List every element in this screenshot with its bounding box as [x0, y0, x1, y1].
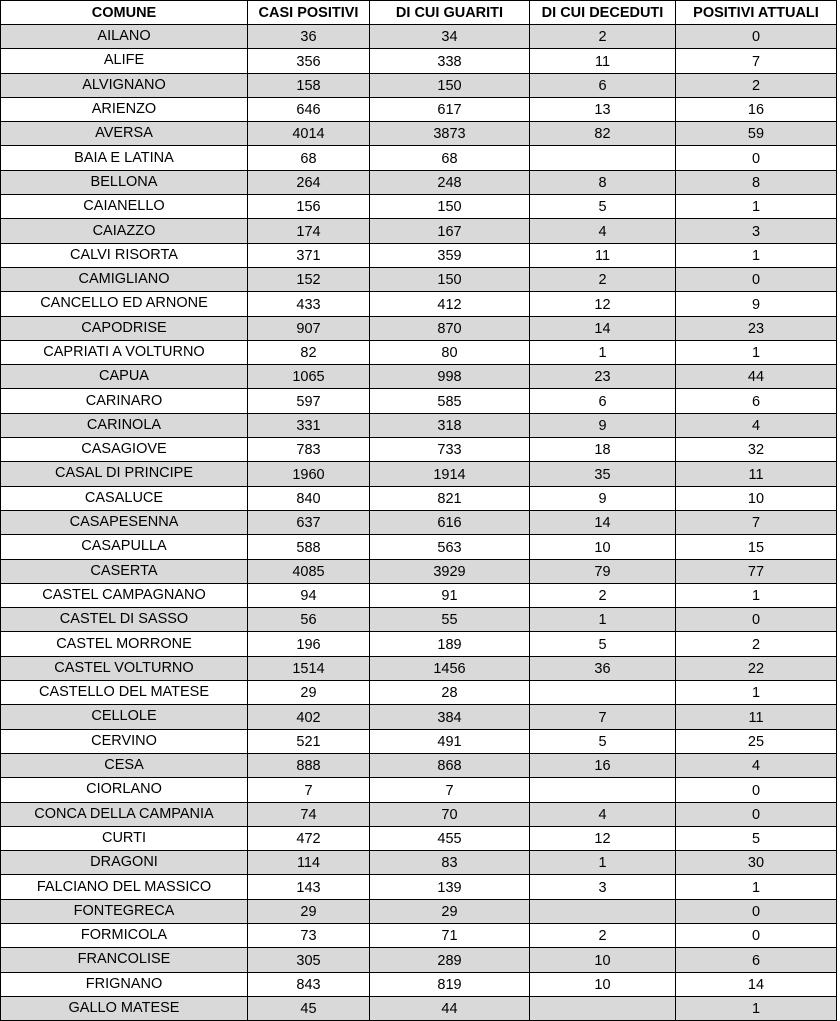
- casi-positivi-cell: 156: [248, 195, 370, 219]
- comune-cell: CARINOLA: [1, 413, 248, 437]
- deceduti-cell: 1: [530, 851, 676, 875]
- comune-cell: CAPODRISE: [1, 316, 248, 340]
- casi-positivi-cell: 264: [248, 170, 370, 194]
- deceduti-cell: 16: [530, 753, 676, 777]
- comune-cell: CAPUA: [1, 365, 248, 389]
- comune-cell: CASAGIOVE: [1, 438, 248, 462]
- table-row: [1, 49, 837, 73]
- table-row: [1, 195, 837, 219]
- comune-cell: CASTEL DI SASSO: [1, 608, 248, 632]
- deceduti-cell: 18: [530, 438, 676, 462]
- deceduti-cell: [530, 778, 676, 802]
- casi-positivi-cell: 114: [248, 851, 370, 875]
- positivi-attuali-cell: 10: [676, 486, 837, 510]
- comune-cell: FALCIANO DEL MASSICO: [1, 875, 248, 899]
- casi-positivi-cell: 637: [248, 510, 370, 534]
- guariti-cell: 617: [370, 97, 530, 121]
- positivi-attuali-cell: 1: [676, 340, 837, 364]
- casi-positivi-cell: 402: [248, 705, 370, 729]
- comune-cell: CASTELLO DEL MATESE: [1, 681, 248, 705]
- guariti-cell: 318: [370, 413, 530, 437]
- casi-positivi-cell: 4085: [248, 559, 370, 583]
- casi-positivi-cell: 45: [248, 996, 370, 1020]
- deceduti-cell: [530, 146, 676, 170]
- header-positivi-attuali: POSITIVI ATTUALI: [676, 1, 837, 25]
- positivi-attuali-cell: 32: [676, 438, 837, 462]
- deceduti-cell: 9: [530, 413, 676, 437]
- table-row: [1, 486, 837, 510]
- guariti-cell: 150: [370, 73, 530, 97]
- casi-positivi-cell: 152: [248, 267, 370, 291]
- guariti-cell: 3873: [370, 122, 530, 146]
- header-casi-positivi: CASI POSITIVI: [248, 1, 370, 25]
- deceduti-cell: [530, 899, 676, 923]
- table-row: [1, 97, 837, 121]
- casi-positivi-cell: 29: [248, 899, 370, 923]
- table-body: [1, 25, 837, 1021]
- comune-cell: CASTEL MORRONE: [1, 632, 248, 656]
- guariti-cell: 139: [370, 875, 530, 899]
- guariti-cell: 338: [370, 49, 530, 73]
- guariti-cell: 870: [370, 316, 530, 340]
- casi-positivi-cell: 843: [248, 972, 370, 996]
- casi-positivi-cell: 331: [248, 413, 370, 437]
- comune-cell: BAIA E LATINA: [1, 146, 248, 170]
- deceduti-cell: 11: [530, 49, 676, 73]
- positivi-attuali-cell: 14: [676, 972, 837, 996]
- comune-cell: CIORLANO: [1, 778, 248, 802]
- comune-cell: BELLONA: [1, 170, 248, 194]
- guariti-cell: 83: [370, 851, 530, 875]
- table-row: [1, 413, 837, 437]
- casi-positivi-cell: 646: [248, 97, 370, 121]
- positivi-attuali-cell: 6: [676, 948, 837, 972]
- comune-cell: FORMICOLA: [1, 923, 248, 947]
- table-row: [1, 535, 837, 559]
- comune-cell: GALLO MATESE: [1, 996, 248, 1020]
- guariti-cell: 189: [370, 632, 530, 656]
- guariti-cell: 29: [370, 899, 530, 923]
- header-di-cui-deceduti: DI CUI DECEDUTI: [530, 1, 676, 25]
- casi-positivi-cell: 1960: [248, 462, 370, 486]
- table-row: [1, 753, 837, 777]
- deceduti-cell: 12: [530, 826, 676, 850]
- positivi-attuali-cell: 11: [676, 705, 837, 729]
- table-row: [1, 73, 837, 97]
- positivi-attuali-cell: 7: [676, 510, 837, 534]
- deceduti-cell: 5: [530, 632, 676, 656]
- guariti-cell: 585: [370, 389, 530, 413]
- table-row: [1, 875, 837, 899]
- casi-positivi-cell: 840: [248, 486, 370, 510]
- positivi-attuali-cell: 0: [676, 25, 837, 49]
- comune-cell: CASERTA: [1, 559, 248, 583]
- deceduti-cell: 4: [530, 802, 676, 826]
- positivi-attuali-cell: 11: [676, 462, 837, 486]
- table-row: [1, 340, 837, 364]
- casi-positivi-cell: 888: [248, 753, 370, 777]
- comune-cell: DRAGONI: [1, 851, 248, 875]
- table-row: [1, 608, 837, 632]
- comune-cell: CESA: [1, 753, 248, 777]
- guariti-cell: 91: [370, 583, 530, 607]
- positivi-attuali-cell: 16: [676, 97, 837, 121]
- casi-positivi-cell: 371: [248, 243, 370, 267]
- deceduti-cell: 2: [530, 583, 676, 607]
- comune-cell: CASAPULLA: [1, 535, 248, 559]
- comune-cell: CASAL DI PRINCIPE: [1, 462, 248, 486]
- deceduti-cell: 5: [530, 729, 676, 753]
- guariti-cell: 412: [370, 292, 530, 316]
- positivi-attuali-cell: 1: [676, 996, 837, 1020]
- positivi-attuali-cell: 1: [676, 681, 837, 705]
- positivi-attuali-cell: 0: [676, 802, 837, 826]
- guariti-cell: 150: [370, 195, 530, 219]
- deceduti-cell: 82: [530, 122, 676, 146]
- table-row: [1, 656, 837, 680]
- guariti-cell: 821: [370, 486, 530, 510]
- table-row: [1, 267, 837, 291]
- casi-positivi-cell: 158: [248, 73, 370, 97]
- casi-positivi-cell: 4014: [248, 122, 370, 146]
- guariti-cell: 491: [370, 729, 530, 753]
- deceduti-cell: 12: [530, 292, 676, 316]
- guariti-cell: 150: [370, 267, 530, 291]
- positivi-attuali-cell: 25: [676, 729, 837, 753]
- table-row: [1, 25, 837, 49]
- guariti-cell: 71: [370, 923, 530, 947]
- casi-positivi-cell: 36: [248, 25, 370, 49]
- table-row: [1, 583, 837, 607]
- comune-cell: CAIAZZO: [1, 219, 248, 243]
- deceduti-cell: 2: [530, 25, 676, 49]
- casi-positivi-cell: 73: [248, 923, 370, 947]
- deceduti-cell: 35: [530, 462, 676, 486]
- deceduti-cell: 1: [530, 608, 676, 632]
- table-row: [1, 559, 837, 583]
- table-row: [1, 389, 837, 413]
- guariti-cell: 998: [370, 365, 530, 389]
- casi-positivi-cell: 94: [248, 583, 370, 607]
- guariti-cell: 1456: [370, 656, 530, 680]
- casi-positivi-cell: 356: [248, 49, 370, 73]
- casi-positivi-cell: 305: [248, 948, 370, 972]
- casi-positivi-cell: 68: [248, 146, 370, 170]
- deceduti-cell: [530, 996, 676, 1020]
- guariti-cell: 28: [370, 681, 530, 705]
- positivi-attuali-cell: 6: [676, 389, 837, 413]
- positivi-attuali-cell: 1: [676, 583, 837, 607]
- deceduti-cell: 2: [530, 923, 676, 947]
- positivi-attuali-cell: 77: [676, 559, 837, 583]
- casi-positivi-cell: 143: [248, 875, 370, 899]
- guariti-cell: 455: [370, 826, 530, 850]
- comune-cell: FRANCOLISE: [1, 948, 248, 972]
- positivi-attuali-cell: 3: [676, 219, 837, 243]
- guariti-cell: 733: [370, 438, 530, 462]
- casi-positivi-cell: 196: [248, 632, 370, 656]
- table-row: [1, 243, 837, 267]
- deceduti-cell: 5: [530, 195, 676, 219]
- deceduti-cell: 10: [530, 948, 676, 972]
- deceduti-cell: 3: [530, 875, 676, 899]
- casi-positivi-cell: 174: [248, 219, 370, 243]
- table-row: [1, 948, 837, 972]
- comune-cell: CAPRIATI A VOLTURNO: [1, 340, 248, 364]
- table-row: [1, 170, 837, 194]
- guariti-cell: 3929: [370, 559, 530, 583]
- header-comune: COMUNE: [1, 1, 248, 25]
- deceduti-cell: 11: [530, 243, 676, 267]
- deceduti-cell: 4: [530, 219, 676, 243]
- header-di-cui-guariti: DI CUI GUARITI: [370, 1, 530, 25]
- comune-cell: ALIFE: [1, 49, 248, 73]
- table-row: [1, 510, 837, 534]
- casi-positivi-cell: 521: [248, 729, 370, 753]
- comune-cell: AILANO: [1, 25, 248, 49]
- casi-positivi-cell: 597: [248, 389, 370, 413]
- deceduti-cell: [530, 681, 676, 705]
- guariti-cell: 1914: [370, 462, 530, 486]
- comune-cell: FRIGNANO: [1, 972, 248, 996]
- casi-positivi-cell: 433: [248, 292, 370, 316]
- table-row: [1, 778, 837, 802]
- positivi-attuali-cell: 5: [676, 826, 837, 850]
- positivi-attuali-cell: 15: [676, 535, 837, 559]
- positivi-attuali-cell: 4: [676, 413, 837, 437]
- deceduti-cell: 1: [530, 340, 676, 364]
- table-row: [1, 899, 837, 923]
- deceduti-cell: 14: [530, 510, 676, 534]
- positivi-attuali-cell: 1: [676, 195, 837, 219]
- comune-cell: CASALUCE: [1, 486, 248, 510]
- comune-cell: FONTEGRECA: [1, 899, 248, 923]
- guariti-cell: 167: [370, 219, 530, 243]
- table-row: [1, 292, 837, 316]
- positivi-attuali-cell: 59: [676, 122, 837, 146]
- positivi-attuali-cell: 0: [676, 923, 837, 947]
- positivi-attuali-cell: 0: [676, 267, 837, 291]
- guariti-cell: 616: [370, 510, 530, 534]
- casi-positivi-cell: 588: [248, 535, 370, 559]
- positivi-attuali-cell: 9: [676, 292, 837, 316]
- table-row: [1, 219, 837, 243]
- guariti-cell: 34: [370, 25, 530, 49]
- guariti-cell: 868: [370, 753, 530, 777]
- comune-cell: CASAPESENNA: [1, 510, 248, 534]
- guariti-cell: 70: [370, 802, 530, 826]
- deceduti-cell: 36: [530, 656, 676, 680]
- comune-cell: ARIENZO: [1, 97, 248, 121]
- deceduti-cell: 8: [530, 170, 676, 194]
- positivi-attuali-cell: 30: [676, 851, 837, 875]
- table-row: [1, 705, 837, 729]
- comune-cell: CARINARO: [1, 389, 248, 413]
- comune-cell: AVERSA: [1, 122, 248, 146]
- comune-cell: CONCA DELLA CAMPANIA: [1, 802, 248, 826]
- positivi-attuali-cell: 4: [676, 753, 837, 777]
- guariti-cell: 7: [370, 778, 530, 802]
- positivi-attuali-cell: 0: [676, 778, 837, 802]
- guariti-cell: 563: [370, 535, 530, 559]
- table-row: [1, 462, 837, 486]
- deceduti-cell: 10: [530, 972, 676, 996]
- table-row: [1, 851, 837, 875]
- table-row: [1, 438, 837, 462]
- positivi-attuali-cell: 0: [676, 899, 837, 923]
- table-row: [1, 826, 837, 850]
- positivi-attuali-cell: 7: [676, 49, 837, 73]
- positivi-attuali-cell: 2: [676, 632, 837, 656]
- positivi-attuali-cell: 22: [676, 656, 837, 680]
- guariti-cell: 359: [370, 243, 530, 267]
- casi-positivi-cell: 29: [248, 681, 370, 705]
- deceduti-cell: 23: [530, 365, 676, 389]
- deceduti-cell: 10: [530, 535, 676, 559]
- casi-positivi-cell: 472: [248, 826, 370, 850]
- table-row: [1, 632, 837, 656]
- positivi-attuali-cell: 8: [676, 170, 837, 194]
- casi-positivi-cell: 783: [248, 438, 370, 462]
- table-row: [1, 122, 837, 146]
- deceduti-cell: 9: [530, 486, 676, 510]
- table-row: [1, 365, 837, 389]
- table-row: [1, 996, 837, 1020]
- positivi-attuali-cell: 44: [676, 365, 837, 389]
- casi-positivi-cell: 7: [248, 778, 370, 802]
- comune-cell: CAMIGLIANO: [1, 267, 248, 291]
- table-row: [1, 729, 837, 753]
- guariti-cell: 289: [370, 948, 530, 972]
- guariti-cell: 68: [370, 146, 530, 170]
- comune-cell: CANCELLO ED ARNONE: [1, 292, 248, 316]
- guariti-cell: 44: [370, 996, 530, 1020]
- guariti-cell: 80: [370, 340, 530, 364]
- casi-positivi-cell: 74: [248, 802, 370, 826]
- guariti-cell: 55: [370, 608, 530, 632]
- positivi-attuali-cell: 1: [676, 875, 837, 899]
- casi-positivi-cell: 1065: [248, 365, 370, 389]
- table-row: [1, 316, 837, 340]
- casi-positivi-cell: 1514: [248, 656, 370, 680]
- comune-cell: CALVI RISORTA: [1, 243, 248, 267]
- table-row: [1, 923, 837, 947]
- guariti-cell: 819: [370, 972, 530, 996]
- comune-cell: CERVINO: [1, 729, 248, 753]
- comune-cell: ALVIGNANO: [1, 73, 248, 97]
- deceduti-cell: 7: [530, 705, 676, 729]
- table-row: [1, 681, 837, 705]
- guariti-cell: 248: [370, 170, 530, 194]
- comune-cell: CAIANELLO: [1, 195, 248, 219]
- casi-positivi-cell: 907: [248, 316, 370, 340]
- casi-positivi-cell: 82: [248, 340, 370, 364]
- positivi-attuali-cell: 0: [676, 146, 837, 170]
- deceduti-cell: 13: [530, 97, 676, 121]
- comune-cell: CASTEL CAMPAGNANO: [1, 583, 248, 607]
- header-row: [1, 1, 837, 25]
- positivi-attuali-cell: 2: [676, 73, 837, 97]
- deceduti-cell: 2: [530, 267, 676, 291]
- deceduti-cell: 6: [530, 389, 676, 413]
- deceduti-cell: 14: [530, 316, 676, 340]
- casi-positivi-cell: 56: [248, 608, 370, 632]
- table-row: [1, 972, 837, 996]
- comune-cell: CELLOLE: [1, 705, 248, 729]
- comune-cell: CASTEL VOLTURNO: [1, 656, 248, 680]
- table-row: [1, 146, 837, 170]
- comune-cell: CURTI: [1, 826, 248, 850]
- deceduti-cell: 6: [530, 73, 676, 97]
- positivi-attuali-cell: 1: [676, 243, 837, 267]
- deceduti-cell: 79: [530, 559, 676, 583]
- positivi-attuali-cell: 0: [676, 608, 837, 632]
- positivi-attuali-cell: 23: [676, 316, 837, 340]
- guariti-cell: 384: [370, 705, 530, 729]
- table-row: [1, 802, 837, 826]
